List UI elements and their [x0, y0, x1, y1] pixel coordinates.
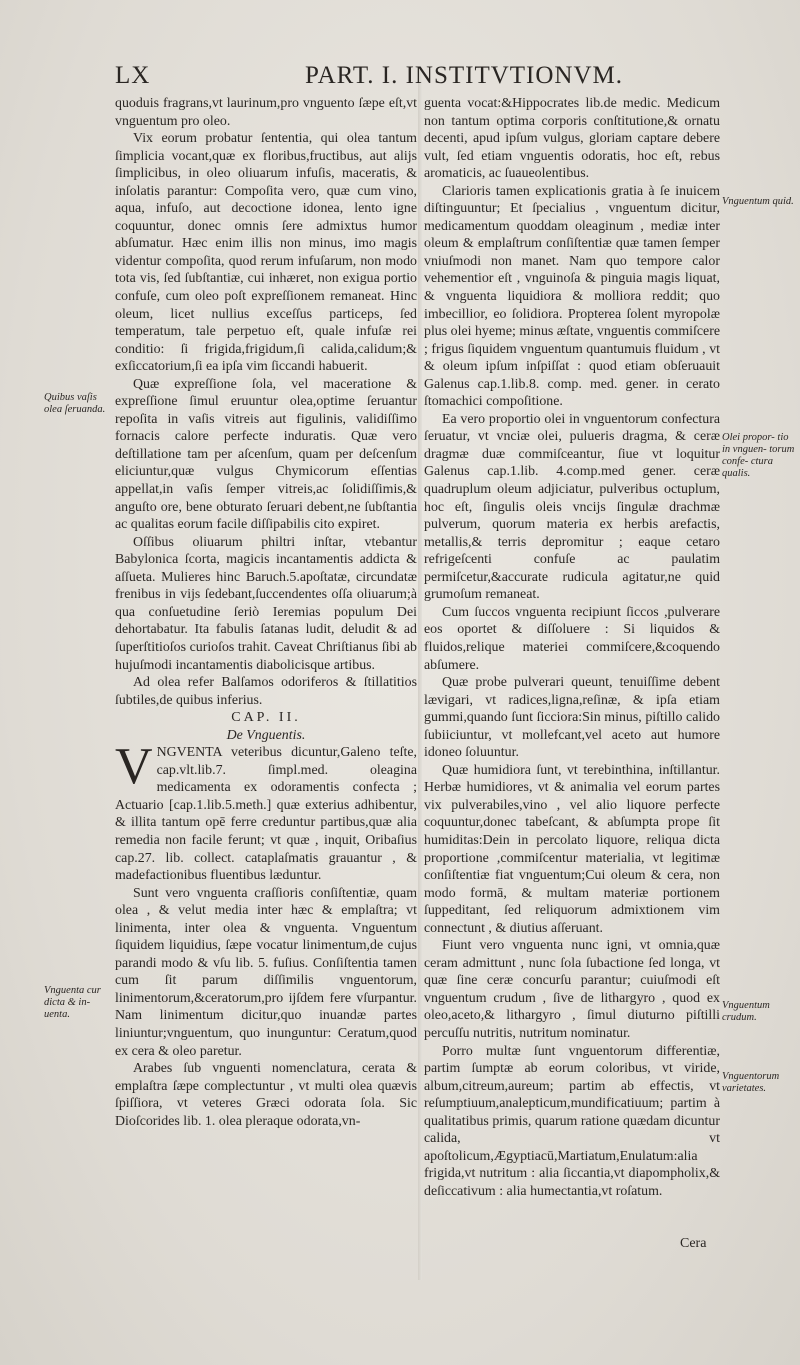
- paragraph: Quæ expreſſione ſola, vel maceratione & expreſſione ſimul eruuntur olea,optime ſeruantur repoſita in vaſis vitreis aut figulinis, validiſſimo fornacis calore perfecte induratis. Quæ vero deſtillatione tam per aſcenſum, quam per deſcenſum eliciuntur,quæ vulgus Chymicorum eſſentias appellat,in vaſis ſemper vitreis,ac ſolidiſſimis,& anguſto ore, bene obturato ſeruari debent,ne ſubſtantia ac qualitas eorum facile diſſipabilis cito expiret.: [115, 376, 417, 533]
- paragraph: Fiunt vero vnguenta nunc igni, vt omnia,quæ ceram admittunt , nunc ſola ſubactione ſed longa, vt quæ ſine ceræ concurſu parantur; cuiuſmodi eſt vnguentum crudum , ſive de lithargyro , quod ex oleo,aceto,& lithargyro , ſimul diuturno piſtilli percuſſu nutritis, nutritum nominatur.: [424, 938, 720, 1041]
- paragraph: [115, 738, 417, 884]
- margin-note: Olei propor- tio in vnguen- torum confe- ctura qualis.: [722, 432, 795, 479]
- paragraph: Porro multæ ſunt vnguentorum differentiæ, partim ſumptæ ab eorum coloribus, vt viride, album,citreum,aureum; partim ab effectis, vt reſumptiuum,analepticum,mundificatiuum; partim à qualitatibus primis, quarum ratione quædam dicuntur calida, vt apoſtolicum,Ægyptiacū,Martiatum,Enulatum:alia frigida,vt nutritum : alia ſiccantia,vt diapompholix,& deſiccativum : alia humectantia,vt roſatum.: [424, 1043, 720, 1199]
- paragraph: Quæ humidiora ſunt, vt terebinthina, inſtillantur. Herbæ humidiores, vt & animalia vel eorum partes vix pulverabiles,vino , vel alio liquore perfecte coquuntur,donec tabeſcant, & abſumpta prope ſit humiditas:Dein in percolato liquore, reliqua dicta proportione ,commiſcentur materialia, vt legitimæ conſiſtentiæ fiat vnguentum;Cui oleum & cera, non modo formā, & multam materiæ portionem ſuppeditant, ſed reliquorum admixtionem vim connectunt , & diutius aſſeruant.: [424, 762, 720, 936]
- chapter-heading: CAP. II.: [231, 710, 301, 726]
- margin-note: Vnguentorum varietates.: [722, 1071, 780, 1094]
- running-header: [115, 62, 635, 96]
- margin-note: Vnguenta cur dicta & in- uenta.: [44, 985, 101, 1020]
- paragraph: Cum ſuccos vnguenta recipiunt ſiccos ,pulverare eos oportet & diſſoluere : Si liquidos & fluidos,relique materiei commiſcere,&coquendo abſumere.: [424, 604, 720, 673]
- paragraph: Vix eorum probatur ſententia, qui olea tantum ſimplicia vocant,quæ ex floribus,fructibus, aut alijs ſimplicibus, in oleo oliuarum infuſis, maceratis, & inſolatis parantur: Compoſita vero, quæ cum vino, aqua, infuſo, aut decoctione idonea, lento igne coquuntur, donec omnis ſere admixtus humor abſumatur. Hæc enim illis non minus, imo magis videntur compoſita, quod rerum infuſarum, non modo tota vis, ſed ſubſtantiæ, cui inhæret, non exigua portio confuſe, cum oleo poſt expreſſionem remaneat. Hinc oleum, licet nullius exceſſus particeps, ſed temperatum, tale perpetuo eſt, quale infuſæ rei conditio: ſi frigida,frigidum,ſi calida,calidum;& exſiccatorium,ſi ea ipſa vim ſiccandi habuerit.: [115, 131, 417, 375]
- chapter-subheading: De Vnguentis.: [226, 727, 306, 743]
- right-column: [424, 95, 720, 1200]
- paragraph: Arabes ſub vnguenti nomenclatura, cerata & emplaſtra ſæpe complectuntur , vt multi olea quævis ſpiſſiora, vt veteres Græci odorata ſola. Sic Dioſcorides lib. 1. olea pleraque odorata,vn-: [115, 1061, 417, 1129]
- paragraph: Ea vero proportio olei in vnguentorum confectura ſeruatur, vt vnciæ olei, pulueris dragma, & ceræ dragmæ duæ commiſceantur, ſiue vt loquitur Galenus cap.1.lib. 4.comp.med gener. ceræ quadruplum oleum adjiciatur, pulveribus octuplum, hoc eſt, ſingulis oleis vncijs ſingulæ drachmæ pulverum, quorum materia ex herbis arefactis, metallis,& terris depromitur ; eaque cetaro refrigeſcenti confuſe ac paulatim permiſcetur,&accurate rudicula agitatur,ne quid grumoſum remaneat.: [424, 411, 720, 603]
- margin-note: Vnguentum crudum.: [722, 1000, 770, 1023]
- paragraph: Clarioris tamen explicationis gratia à ſe inuicem diſtinguuntur; Et ſpecialius , vnguentum dicitur, medicamentum quoddam oleaginum , mediæ inter oleum & emplaſtrum conſiſtentiæ quæ tamen ſemper vniuſmodi non manet. Nam quo tempore calor vehementior eſt , vnguinoſa & pinguia magis liquat, & vnguenta liquidiora & molliora reddit; quo imbecillior, eo ſolidiora. Propterea ſolent myropolæ plus olei hyeme; minus æſtate, vnguentis commiſcere ; frigus ſiquidem vnguentum quantumuis fluidum , vt & oleum ipſum inſpiſſat : quod etiam obſeruauit Galenus cap.1.lib.8. comp. med. gener. in cerato ſtomachici compoſitione.: [424, 183, 720, 410]
- left-column: [115, 95, 417, 1130]
- paragraph: Sunt vero vnguenta craſſioris conſiſtentiæ, quam olea , & velut media inter hæc & emplaſtra; vt linimenta, inter olea & vnguenta. Vnguentum ſiquidem liquidius, ſæpe vocatur linimentum,de cujus parandi modo & vſu lib. 5. fuſius. Conſiſtentia tamen cum ſit parum diſſimilis vnguentorum, linimentorum,&ceratorum,pro ijſdem fere vſurpantur. Nam linimentum dicitur,quo inuandæ partes liniuntur;vnguentum, quo inunguntur: Ceratum,quod ex cera & oleo paretur.: [115, 885, 417, 1059]
- paragraph: Oſſibus oliuarum philtri inſtar, vtebantur Babylonica ſcorta, magicis incantamentis addicta & aſſueta. Mulieres hinc Baruch.5.apoſtatæ, circundatæ frenibus in vijs ſedebant,ſuccendentes oſſa oliuarum;à qua conſuetudine ſeriò Ieremias populum Dei dehortabatur. Ita fabulis ſatanas ludit, deludit & ad ſuperſtitioſos curioſos trahit. Caveat Chriſtianus ſibi ab hujuſmodi incantamentis diabolicisque artibus.: [115, 534, 417, 673]
- paragraph: Ad olea refer Balſamos odoriferos & ſtillatitios ſubtiles,de quibus inferius.: [115, 675, 417, 708]
- paragraph: Quæ probe pulverari queunt, tenuiſſime debent lævigari, vt radices,ligna,reſinæ, & ipſa etiam gummi,quando ſunt ſicciora:Sin minus, piſtillo calido ſubiiciuntur, vt mollefcant,vel aceto aut humore idoneo ſoluuntur.: [424, 675, 720, 761]
- paragraph: quoduis fragrans,vt laurinum,pro vnguento ſæpe eſt,vt vnguentum pro oleo.: [115, 96, 417, 129]
- margin-note: Vnguentum quid.: [722, 196, 794, 207]
- gutter-shadow: [418, 70, 422, 1280]
- drop-cap: V: [115, 738, 153, 796]
- paragraph-text: NGVENTA veteribus dicuntur,Galeno teſte, cap.vlt.lib.7. ſimpl.med. oleagina medicamenta ex odoramentis confecta ; Actuario [cap.1.lib.5.meth.] quæ exterius adhibentur, & illita tantum opē ferre creduntur partibus,quæ alia remedia non facile ferunt; vt quæ , inquit, Oribaſius cap.27. lib. collect. cataplaſmatis grauantur , & madefactionibus fluentibus læduntur.: [115, 745, 417, 884]
- margin-note: Quibus vaſis olea ſeruanda.: [44, 392, 106, 415]
- running-title: PART. I. INSTITVTIONVM.: [305, 62, 624, 89]
- page-number: LX: [115, 62, 151, 89]
- catchword: Cera: [680, 1236, 707, 1251]
- paragraph: guenta vocat:&Hippocrates lib.de medic. Medicum non tantum optima corporis conſtitutione,& ornatu decenti, apud ipſum vulgus, gloriam captare debere vult, ſed etiam vnguentis odoratis, hoc eſt, rebus aromaticis, ac ſuaueolentibus.: [424, 96, 720, 182]
